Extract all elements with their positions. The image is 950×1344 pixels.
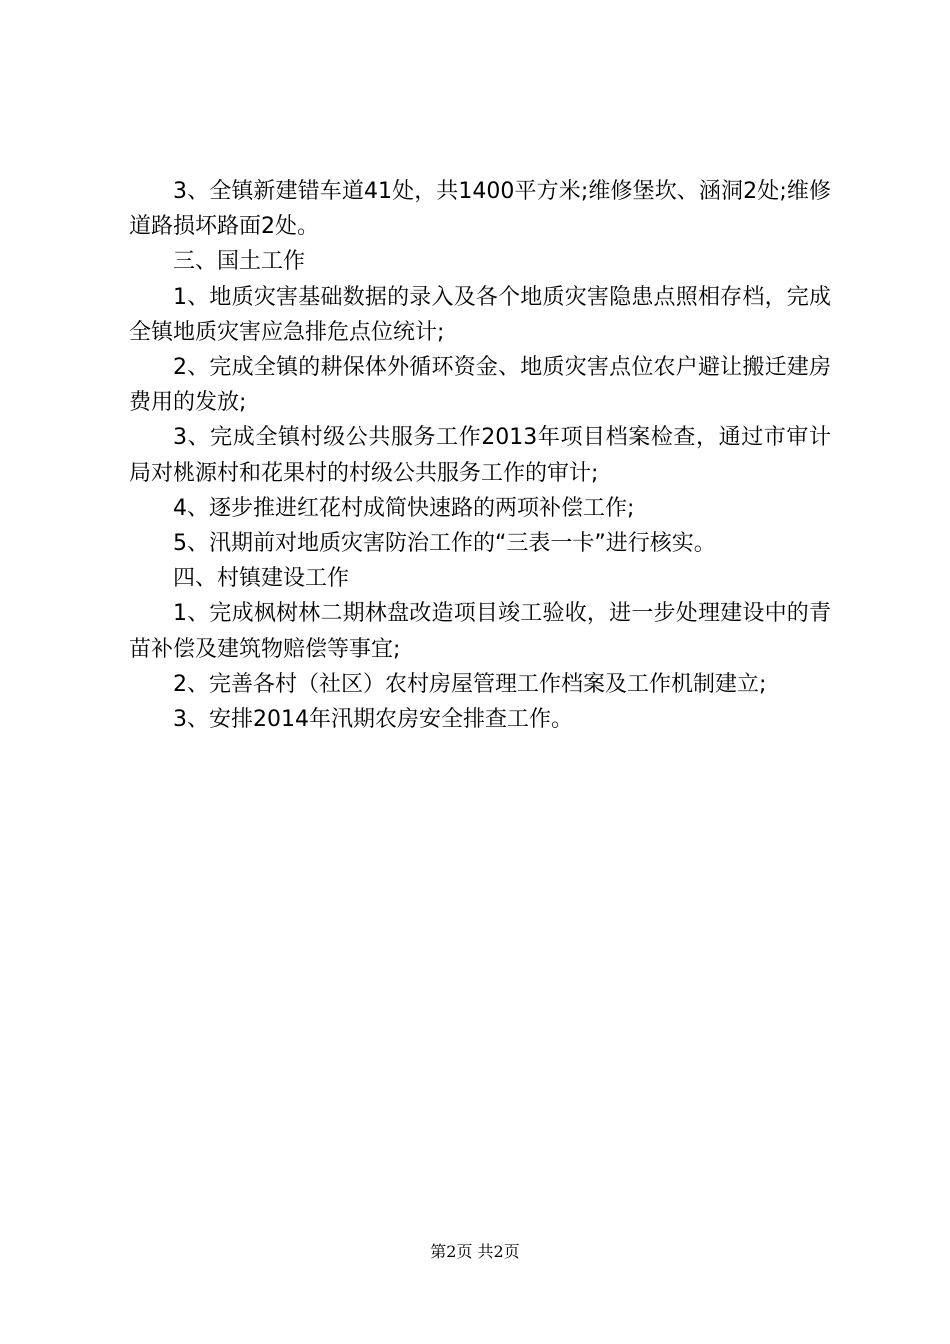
paragraph-land-2: 2、完成全镇的耕保体外循环资金、地质灾害点位农户避让搬迁建房费用的发放; [129,355,831,416]
section-heading-village: 四、村镇建设工作 [173,566,350,592]
paragraph-land-5: 5、汛期前对地质灾害防治工作的“三表一卡”进行核实。 [173,531,716,557]
section-heading-land: 三、国土工作 [173,249,306,275]
paragraph-land-4: 4、逐步推进红花村成简快速路的两项补偿工作; [173,495,635,521]
paragraph-village-2: 2、完善各村（社区）农村房屋管理工作档案及工作机制建立; [173,671,767,697]
document-body [129,174,831,737]
paragraph-village-3: 3、安排2014年汛期农房安全排查工作。 [173,707,573,733]
paragraph-land-1: 1、地质灾害基础数据的录入及各个地质灾害隐患点照相存档，完成全镇地质灾害应急排危点位统计; [129,284,831,345]
paragraph-village-1: 1、完成枫树林二期林盘改造项目竣工验收，进一步处理建设中的青苗补偿及建筑物赔偿等事宜; [129,601,831,662]
paragraph-road-works: 3、全镇新建错车道41处，共1400平方米;维修堡坎、涵洞2处;维修道路损坏路面2处。 [129,179,831,240]
paragraph-land-3: 3、完成全镇村级公共服务工作2013年项目档案检查，通过市审计局对桃源村和花果村的村级公共服务工作的审计; [129,425,831,486]
page-number-footer: 第2页 共2页 [430,1242,520,1261]
